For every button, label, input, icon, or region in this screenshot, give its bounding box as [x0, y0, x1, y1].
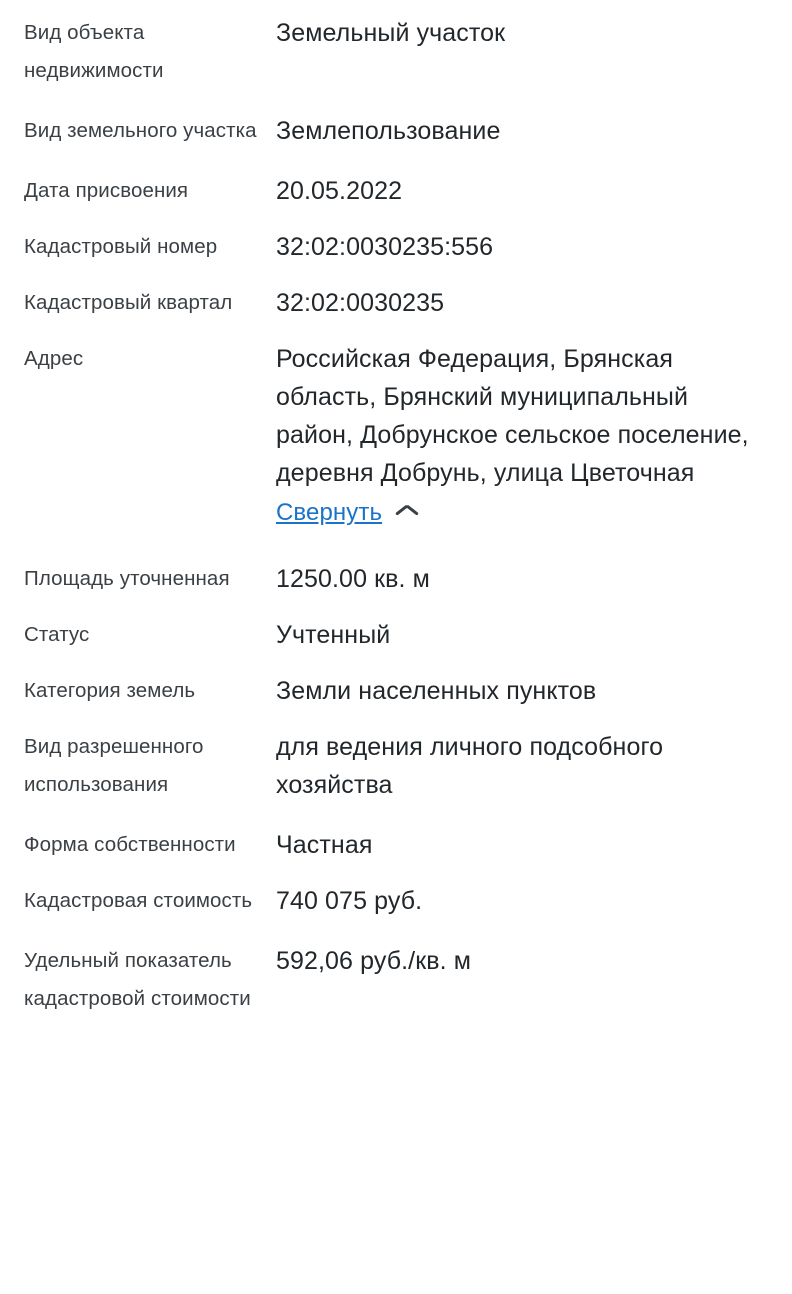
detail-row-status — [24, 616, 768, 654]
detail-row-land-category — [24, 672, 768, 710]
detail-value: Земли населенных пунктов — [276, 677, 597, 705]
detail-row-area — [24, 560, 768, 598]
detail-row-object-type — [24, 14, 768, 90]
detail-label: Вид земельного участка — [24, 119, 257, 142]
detail-value: 1250.00 кв. м — [276, 565, 430, 593]
detail-row-address — [24, 340, 768, 530]
detail-label: Кадастровая стоимость — [24, 889, 253, 912]
detail-label: Адрес — [24, 347, 84, 370]
detail-label: Удельный показатель кадастровой стоимости — [24, 949, 251, 1010]
detail-value: 32:02:0030235:556 — [276, 233, 494, 261]
detail-row-cadastral-number — [24, 228, 768, 266]
detail-value: Учтенный — [276, 621, 391, 649]
detail-label: Вид объекта недвижимости — [24, 21, 164, 82]
detail-value: Землепользование — [276, 117, 501, 145]
detail-value-wrapper — [276, 340, 768, 530]
detail-label: Форма собственности — [24, 833, 236, 856]
detail-row-land-plot-type — [24, 112, 768, 150]
detail-label: Площадь уточненная — [24, 567, 230, 590]
detail-row-cadastral-quarter — [24, 284, 768, 322]
detail-label: Кадастровый квартал — [24, 291, 233, 314]
detail-value: для ведения личного подсобного хозяйства — [276, 733, 664, 799]
detail-value: 20.05.2022 — [276, 177, 403, 205]
detail-row-specific-indicator — [24, 942, 768, 1018]
detail-value: Частная — [276, 831, 373, 859]
detail-label: Статус — [24, 623, 90, 646]
detail-value: 740 075 руб. — [276, 887, 423, 915]
detail-value: 32:02:0030235 — [276, 289, 445, 317]
detail-value: 592,06 руб./кв. м — [276, 947, 472, 975]
detail-value: Российская Федерация, Брянская область, Брянский муниципальный район, Добрунское сельское поселение, деревня Добрунь, улица Цветочная — [276, 345, 749, 487]
detail-label: Дата присвоения — [24, 179, 189, 202]
detail-label: Кадастровый номер — [24, 235, 218, 258]
detail-row-permitted-use — [24, 728, 768, 804]
chevron-up-icon[interactable] — [396, 502, 418, 524]
detail-value: Земельный участок — [276, 19, 506, 47]
collapse-link[interactable]: Свернуть — [276, 499, 383, 526]
detail-row-ownership-form — [24, 826, 768, 864]
detail-row-assignment-date — [24, 172, 768, 210]
detail-label: Категория земель — [24, 679, 196, 702]
collapse-control[interactable] — [276, 496, 768, 530]
detail-label: Вид разрешенного использования — [24, 735, 204, 796]
detail-row-cadastral-value — [24, 882, 768, 920]
